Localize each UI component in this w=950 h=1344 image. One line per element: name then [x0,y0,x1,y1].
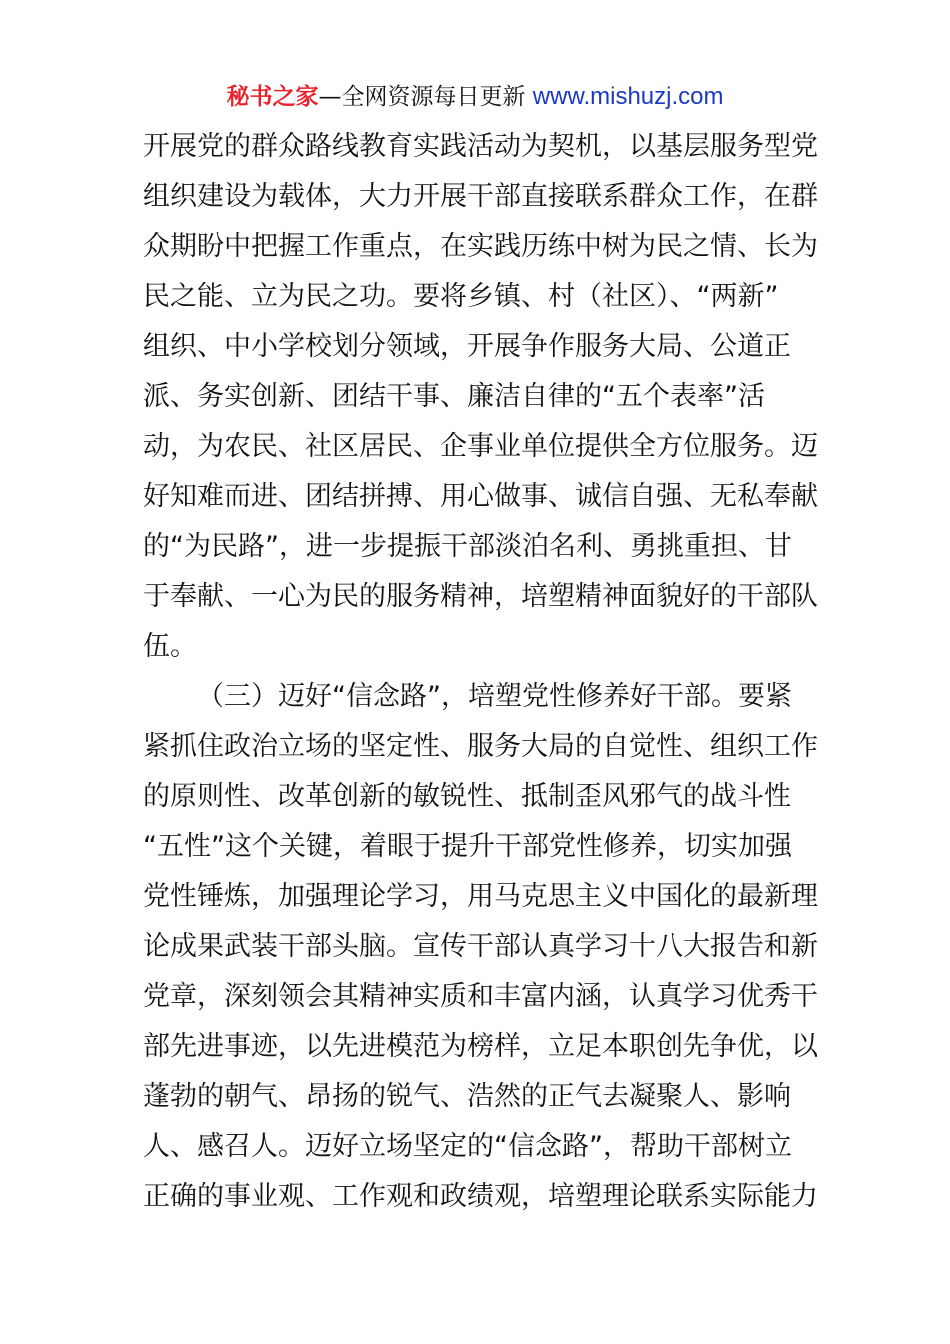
text-line: 派、务实创新、团结干事、廉洁自律的“五个表率”活 [143,381,765,412]
text-line: 好知难而进、团结拼搏、用心做事、诚信自强、无私奉献 [143,481,818,512]
text-line: 伍。 [143,631,197,662]
text-line: 的原则性、改革创新的敏锐性、抵制歪风邪气的战斗性 [143,781,791,812]
text-line: 论成果武装干部头脑。宣传干部认真学习十八大报告和新 [143,931,818,962]
brand-name: 秘书之家 [226,84,319,110]
text-line: 党章，深刻领会其精神实质和丰富内涵，认真学习优秀干 [143,981,818,1012]
text-line: 组织、中小学校划分领域，开展争作服务大局、公道正 [143,331,791,362]
text-line: 民之能、立为民之功。要将乡镇、村（社区）、“两新” [143,281,779,312]
text-line: 于奉献、一心为民的服务精神，培塑精神面貌好的干部队 [143,581,818,612]
site-url: www.mishuzj.com [532,83,724,110]
text-line: “五性”这个关键，着眼于提升干部党性修养，切实加强 [143,831,792,862]
text-line: 正确的事业观、工作观和政绩观，培塑理论联系实际能力 [143,1181,818,1212]
text-line: 蓬勃的朝气、昂扬的锐气、浩然的正气去凝聚人、影响 [143,1081,791,1112]
document-body [143,122,818,1222]
text-line: 党性锤炼，加强理论学习，用马克思主义中国化的最新理 [143,881,818,912]
header-tagline: —全网资源每日更新 [318,84,533,110]
section-heading-line: （三）迈好“信念路”，培塑党性修养好干部。要紧 [197,681,792,712]
text-line: 部先进事迹，以先进模范为榜样，立足本职创先争优，以 [143,1031,818,1062]
text-line: 紧抓住政治立场的坚定性、服务大局的自觉性、组织工作 [143,731,818,762]
text-line: 动，为农民、社区居民、企事业单位提供全方位服务。迈 [143,431,818,462]
text-line: 众期盼中把握工作重点，在实践历练中树为民之情、长为 [143,231,818,262]
document-header [0,80,950,114]
text-line: 开展党的群众路线教育实践活动为契机，以基层服务型党 [143,131,818,162]
text-line: 的“为民路”，进一步提振干部淡泊名利、勇挑重担、甘 [143,531,792,562]
text-line: 人、感召人。迈好立场坚定的“信念路”，帮助干部树立 [143,1131,792,1162]
text-line: 组织建设为载体，大力开展干部直接联系群众工作，在群 [143,181,818,212]
